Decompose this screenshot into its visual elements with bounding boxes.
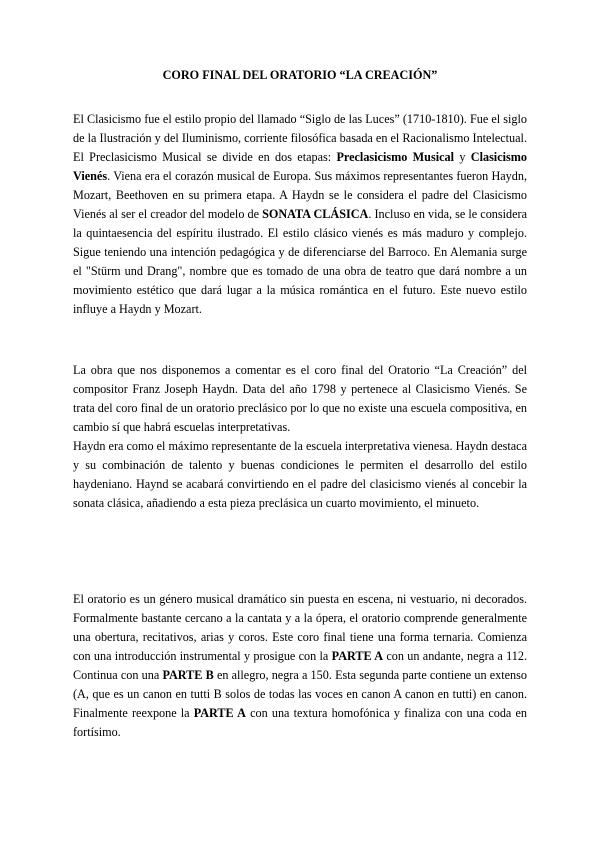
- text-run: y: [453, 150, 471, 164]
- bold-term-clasicismo-vienes: Clasicismo Vienés: [73, 150, 527, 183]
- bold-term-parte-a: PARTE A: [331, 649, 384, 663]
- text-run: . Incluso en vida, se le considera la quintaesencia del espíritu ilustrado. El estilo clásico vienés es más maduro y complejo. Sigue teniendo una intención pedagógica y de diferenciarse del Barroco. En Alemania surge el "Stürm und Drang", nombre que es tomado de una obra de teatro que dará nombre a un movimiento estético que dará lugar a la música romántica en el futuro. Este nuevo estilo influye a Haydn y Mozart.: [73, 207, 527, 316]
- bold-term-preclasicismo: Preclasicismo Musical: [336, 150, 454, 164]
- bold-term-sonata-clasica: SONATA CLÁSICA: [262, 207, 369, 221]
- text-run: con un andante, negra a 112. Continua con una: [73, 649, 528, 682]
- text-run: El oratorio es un género musical dramático sin puesta en escena, ni vestuario, ni decorados. Formalmente bastante cercano a la cantata y a la ópera, el oratorio comprende generalmente una obertura, recitativos, arias y coros. Este coro final tiene una forma ternaria. Comienza con una introducción instrumental y prosigue con la: [73, 592, 527, 663]
- bold-term-parte-b: PARTE B: [162, 668, 214, 682]
- bold-term-parte-a-reexpone: PARTE A: [193, 706, 246, 720]
- text-run: . Viena era el corazón musical de Europa. Sus máximos representantes fueron Haydn, Mozart, Beethoven en su primera etapa. A Haydn se le considera el padre del Clasicismo Vienés al ser el creador del modelo de: [73, 169, 527, 221]
- paragraph-obra: La obra que nos disponemos a comentar es el coro final del Oratorio “La Creación” del compositor Franz Joseph Haydn. Data del año 1798 y pertenece al Clasicismo Vienés. Se trata del coro final de un oratorio preclásico por lo que no existe una escuela compositiva, en cambio sí que habrá escuelas interpretativas.: [73, 363, 527, 434]
- text-run: con una textura homofónica y finaliza con una coda en fortísimo.: [73, 706, 527, 739]
- text-run: en allegro, negra a 150. Esta segunda parte contiene un extenso (A, que es un canon en tutti B solos de todas las voces en canon A canon en tutti) en canon. Finalmente reexpone la: [73, 668, 527, 720]
- paragraph-oratorio: [73, 590, 527, 742]
- paragraph-haydn: Haydn era como el máximo representante de la escuela interpretativa vienesa. Haydn destaca y su combinación de talento y buenas condiciones le permiten el desarrollo del estilo haydeniano. Haynd se acabará convirtiendo en el padre del clasicismo vienés al concebir la sonata clásica, añadiendo a esta pieza preclásica un cuarto movimiento, el minueto.: [73, 439, 527, 510]
- text-run: El Clasicismo fue el estilo propio del llamado “Siglo de las Luces” (1710-1810). Fue el siglo de la Ilustración y del Iluminismo, corriente filosófica basada en el Racionalismo Intelectual. El Preclasicismo Musical se divide en dos etapas:: [73, 112, 527, 164]
- page-title: CORO FINAL DEL ORATORIO “LA CREACIÓN”: [162, 68, 438, 82]
- paragraph-clasicismo: [73, 110, 527, 319]
